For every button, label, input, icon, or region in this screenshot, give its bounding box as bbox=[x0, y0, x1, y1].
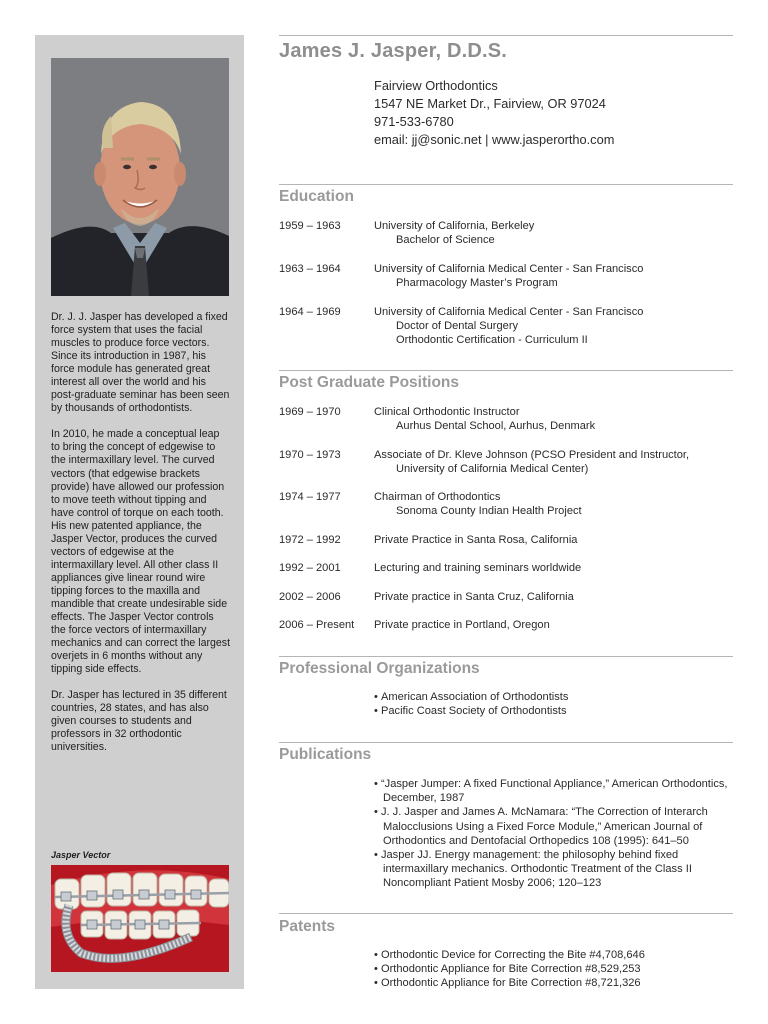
entry-line: Orthodontic Certification - Curriculum II bbox=[396, 334, 588, 347]
jasper-vector-caption: Jasper Vector bbox=[51, 850, 111, 860]
bio-paragraph: Dr. J. J. Jasper has developed a fixed force system that uses the facial muscles to produce force vectors. Since its introduction in 1987, his force module has generated great interest all over the world and his post-graduate seminar has been seen by thousands of orthodontists. bbox=[51, 311, 230, 415]
email-web: email: jj@sonic.net | www.jasperortho.com bbox=[374, 132, 615, 147]
divider bbox=[279, 742, 733, 743]
list-item: • J. J. Jasper and James A. McNamara: “The Correction of Interarch Malocclusions Using a Fixed Force Module,” American Journal of Orthodontics and Dentofacial Orthopedics 108 (1995): 641–50 bbox=[374, 805, 736, 848]
entry-line: Chairman of Orthodontics bbox=[374, 491, 501, 503]
doctor-name: James J. Jasper, D.D.S. bbox=[279, 40, 508, 62]
organizations-title: Professional Organizations bbox=[279, 660, 480, 677]
jasper-vector-photo bbox=[51, 865, 229, 972]
list-item: • Orthodontic Device for Correcting the Bite #4,708,646 bbox=[374, 948, 736, 962]
contact-block bbox=[374, 77, 614, 149]
entry-line: University of California, Berkeley bbox=[374, 220, 535, 232]
education-title: Education bbox=[279, 188, 354, 205]
list-item: • “Jasper Jumper: A fixed Functional Appliance,” American Orthodontics, December, 1987 bbox=[374, 777, 736, 805]
entry-line: University of California Medical Center) bbox=[396, 463, 589, 476]
patents-title: Patents bbox=[279, 918, 335, 935]
sidebar bbox=[35, 35, 244, 989]
list-item: • Orthodontic Appliance for Bite Correction #8,721,326 bbox=[374, 976, 736, 990]
entry-years: 2002 – 2006 bbox=[279, 591, 341, 603]
divider bbox=[279, 370, 733, 371]
entry-years: 1970 – 1973 bbox=[279, 449, 341, 461]
practice-name: Fairview Orthodontics bbox=[374, 78, 498, 93]
address: 1547 NE Market Dr., Fairview, OR 97024 bbox=[374, 96, 606, 111]
entry-line: Lecturing and training seminars worldwide bbox=[374, 562, 582, 574]
bio bbox=[51, 311, 231, 768]
entry-years: 1964 – 1969 bbox=[279, 306, 341, 318]
bio-paragraph: Dr. Jasper has lectured in 35 different countries, 28 states, and has also given courses to students and professors in 32 orthodontic universities. bbox=[51, 689, 227, 754]
divider bbox=[279, 35, 733, 36]
entry-line: Aurhus Dental School, Aurhus, Denmark bbox=[396, 420, 596, 433]
entry-line: Private practice in Portland, Oregon bbox=[374, 619, 550, 631]
entry-line: Pharmacology Master’s Program bbox=[396, 277, 558, 290]
entry-line: Associate of Dr. Kleve Johnson (PCSO President and Instructor, bbox=[374, 449, 690, 461]
entry-years: 1969 – 1970 bbox=[279, 406, 341, 418]
entry-line: Bachelor of Science bbox=[396, 234, 495, 247]
divider bbox=[279, 913, 733, 914]
entry-years: 1963 – 1964 bbox=[279, 263, 341, 275]
entry-years: 1992 – 2001 bbox=[279, 562, 341, 574]
entry-years: 2006 – Present bbox=[279, 619, 355, 631]
divider bbox=[279, 656, 733, 657]
list-item: • Pacific Coast Society of Orthodontists bbox=[374, 704, 736, 718]
list-item: • American Association of Orthodontists bbox=[374, 690, 736, 704]
positions-title: Post Graduate Positions bbox=[279, 374, 460, 391]
entry-years: 1972 – 1992 bbox=[279, 534, 341, 546]
entry-line: Private practice in Santa Cruz, California bbox=[374, 591, 574, 603]
organizations-list bbox=[374, 690, 736, 718]
publications-title: Publications bbox=[279, 746, 372, 763]
portrait-photo bbox=[51, 58, 229, 296]
entry-years: 1959 – 1963 bbox=[279, 220, 341, 232]
entry-line: Sonoma County Indian Health Project bbox=[396, 505, 582, 518]
phone: 971-533-6780 bbox=[374, 114, 454, 129]
entry-years: 1974 – 1977 bbox=[279, 491, 341, 503]
entry-line: University of California Medical Center - San Francisco bbox=[374, 263, 644, 275]
list-item: • Jasper JJ. Energy management: the philosophy behind fixed intermaxillary mechanics. Orthodontic Treatment of the Class II Noncompliant Patient Mosby 2006; 120–123 bbox=[374, 848, 736, 891]
entry-line: Clinical Orthodontic Instructor bbox=[374, 406, 520, 418]
list-item: • Orthodontic Appliance for Bite Correction #8,529,253 bbox=[374, 962, 736, 976]
entry-line: Doctor of Dental Surgery bbox=[396, 320, 519, 333]
patents-list bbox=[374, 948, 736, 991]
entry-line: Private Practice in Santa Rosa, California bbox=[374, 534, 578, 546]
publications-list bbox=[374, 777, 736, 891]
bio-paragraph: In 2010, he made a conceptual leap to bring the concept of edgewise to the intermaxillary level. The curved vectors (that edgewise brackets provide) have allowed our profession to move teeth without tipping and have control of torque on each tooth. His new patented appliance, the Jasper Vector, produces the curved vectors of edgewise at the intermaxillary level. All other class II appliances give linear round wire tipping forces to the maxilla and mandible that create undesirable side effects. The Jasper Vector controls the force vectors of intermaxillary mechanics and can correct the largest overjets in 6 months without any tipping side effects. bbox=[51, 428, 231, 676]
entry-line: University of California Medical Center - San Francisco bbox=[374, 306, 644, 318]
divider bbox=[279, 184, 733, 185]
